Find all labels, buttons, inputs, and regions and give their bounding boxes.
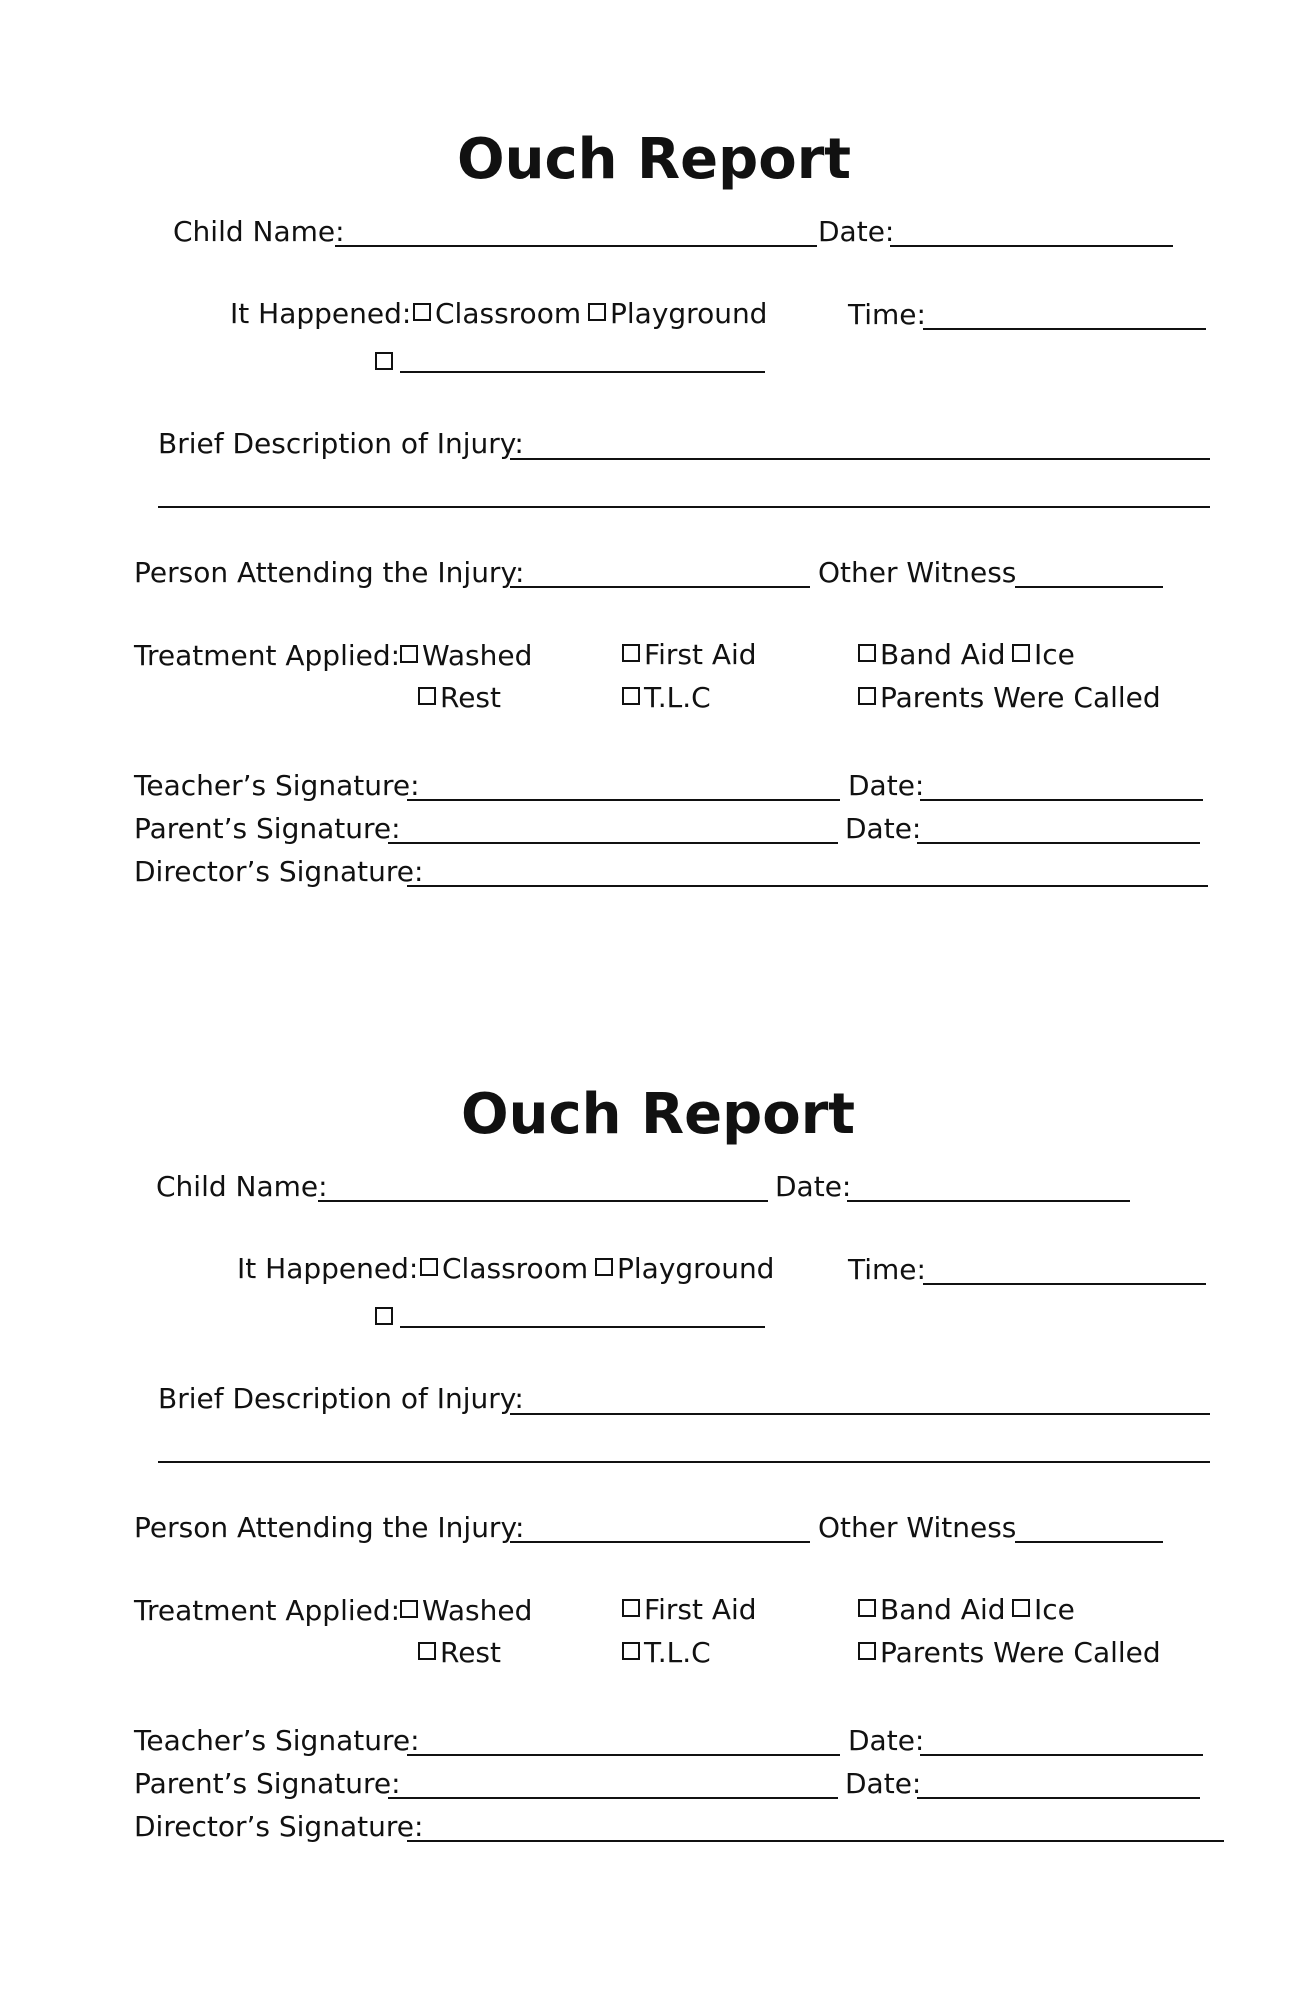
option-parents-called[interactable]: Parents Were Called	[858, 684, 1161, 712]
witness-field[interactable]	[1015, 557, 1163, 588]
director-signature-label: Director’s Signature:	[134, 1810, 424, 1843]
happened-label: It Happened:	[237, 1252, 419, 1285]
attending-field[interactable]	[510, 1512, 810, 1543]
checkbox-icon	[858, 1599, 876, 1617]
option-ice[interactable]: Ice	[1012, 641, 1075, 669]
option-parents-called[interactable]: Parents Were Called	[858, 1639, 1161, 1667]
treatment-label: Treatment Applied:	[134, 1594, 401, 1627]
checkbox-icon	[420, 1258, 438, 1276]
date-label: Date:	[818, 215, 895, 248]
teacher-date-label: Date:	[848, 769, 925, 802]
checkbox-icon	[418, 687, 436, 705]
checkbox-icon	[400, 645, 418, 663]
teacher-signature-field[interactable]	[407, 770, 840, 801]
option-band-aid[interactable]: Band Aid	[858, 1596, 1006, 1624]
option-rest[interactable]: Rest	[418, 684, 501, 712]
teacher-signature-label: Teacher’s Signature:	[134, 1724, 420, 1757]
checkbox-icon	[413, 303, 431, 321]
child-name-label: Child Name:	[173, 215, 345, 248]
date-field[interactable]	[890, 216, 1173, 247]
attending-label: Person Attending the Injury:	[134, 556, 525, 589]
option-playground[interactable]: Playground	[588, 300, 767, 328]
director-signature-label: Director’s Signature:	[134, 855, 424, 888]
description-label: Brief Description of Injury:	[158, 427, 524, 460]
checkbox-icon	[1012, 1599, 1030, 1617]
checkbox-icon	[622, 644, 640, 662]
option-classroom[interactable]: Classroom	[413, 300, 581, 328]
description-field[interactable]	[510, 1383, 1210, 1415]
description-label: Brief Description of Injury:	[158, 1382, 524, 1415]
teacher-date-field[interactable]	[920, 770, 1203, 801]
attending-field[interactable]	[510, 557, 810, 588]
option-washed[interactable]: Washed	[400, 1597, 532, 1625]
date-label: Date:	[775, 1170, 852, 1203]
option-other[interactable]	[375, 352, 397, 376]
teacher-date-label: Date:	[848, 1724, 925, 1757]
option-band-aid[interactable]: Band Aid	[858, 641, 1006, 669]
parent-date-field[interactable]	[917, 813, 1200, 844]
option-ice[interactable]: Ice	[1012, 1596, 1075, 1624]
description-field[interactable]	[510, 428, 1210, 460]
teacher-signature-label: Teacher’s Signature:	[134, 769, 420, 802]
director-signature-field[interactable]	[407, 856, 1208, 887]
description-field-line-2[interactable]	[158, 476, 1210, 508]
teacher-signature-field[interactable]	[407, 1725, 840, 1756]
checkbox-icon	[375, 1307, 393, 1325]
teacher-date-field[interactable]	[920, 1725, 1203, 1756]
option-tlc[interactable]: T.L.C	[622, 684, 711, 712]
attending-label: Person Attending the Injury:	[134, 1511, 525, 1544]
witness-field[interactable]	[1015, 1512, 1163, 1543]
option-washed[interactable]: Washed	[400, 642, 532, 670]
checkbox-icon	[375, 352, 393, 370]
checkbox-icon	[858, 687, 876, 705]
witness-label: Other Witness	[818, 556, 1017, 589]
checkbox-icon	[400, 1600, 418, 1618]
checkbox-icon	[595, 1258, 613, 1276]
time-field[interactable]	[923, 299, 1206, 330]
ouch-report-2	[0, 955, 1294, 1915]
other-location-field[interactable]	[400, 344, 765, 373]
witness-label: Other Witness	[818, 1511, 1017, 1544]
checkbox-icon	[858, 644, 876, 662]
date-field[interactable]	[847, 1171, 1130, 1202]
time-label: Time:	[848, 1253, 926, 1286]
treatment-label: Treatment Applied:	[134, 639, 401, 672]
checkbox-icon	[588, 303, 606, 321]
checkbox-icon	[1012, 644, 1030, 662]
checkbox-icon	[622, 1642, 640, 1660]
checkbox-icon	[418, 1642, 436, 1660]
description-field-line-2[interactable]	[158, 1431, 1210, 1463]
ouch-report-1	[0, 0, 1294, 960]
parent-signature-field[interactable]	[388, 1768, 838, 1799]
report-title: Ouch Report	[457, 127, 852, 192]
child-name-field[interactable]	[318, 1171, 768, 1202]
child-name-field[interactable]	[335, 216, 817, 247]
time-label: Time:	[848, 298, 926, 331]
parent-signature-field[interactable]	[388, 813, 838, 844]
director-signature-field[interactable]	[407, 1811, 1224, 1842]
happened-label: It Happened:	[230, 297, 412, 330]
checkbox-icon	[622, 1599, 640, 1617]
checkbox-icon	[622, 687, 640, 705]
parent-date-label: Date:	[845, 1767, 922, 1800]
checkbox-icon	[858, 1642, 876, 1660]
option-tlc[interactable]: T.L.C	[622, 1639, 711, 1667]
option-first-aid[interactable]: First Aid	[622, 1596, 757, 1624]
parent-signature-label: Parent’s Signature:	[134, 812, 401, 845]
option-classroom[interactable]: Classroom	[420, 1255, 588, 1283]
report-title: Ouch Report	[461, 1082, 856, 1147]
parent-signature-label: Parent’s Signature:	[134, 1767, 401, 1800]
option-rest[interactable]: Rest	[418, 1639, 501, 1667]
time-field[interactable]	[923, 1254, 1206, 1285]
other-location-field[interactable]	[400, 1299, 765, 1328]
option-playground[interactable]: Playground	[595, 1255, 774, 1283]
option-other[interactable]	[375, 1307, 397, 1331]
child-name-label: Child Name:	[156, 1170, 328, 1203]
parent-date-field[interactable]	[917, 1768, 1200, 1799]
option-first-aid[interactable]: First Aid	[622, 641, 757, 669]
parent-date-label: Date:	[845, 812, 922, 845]
